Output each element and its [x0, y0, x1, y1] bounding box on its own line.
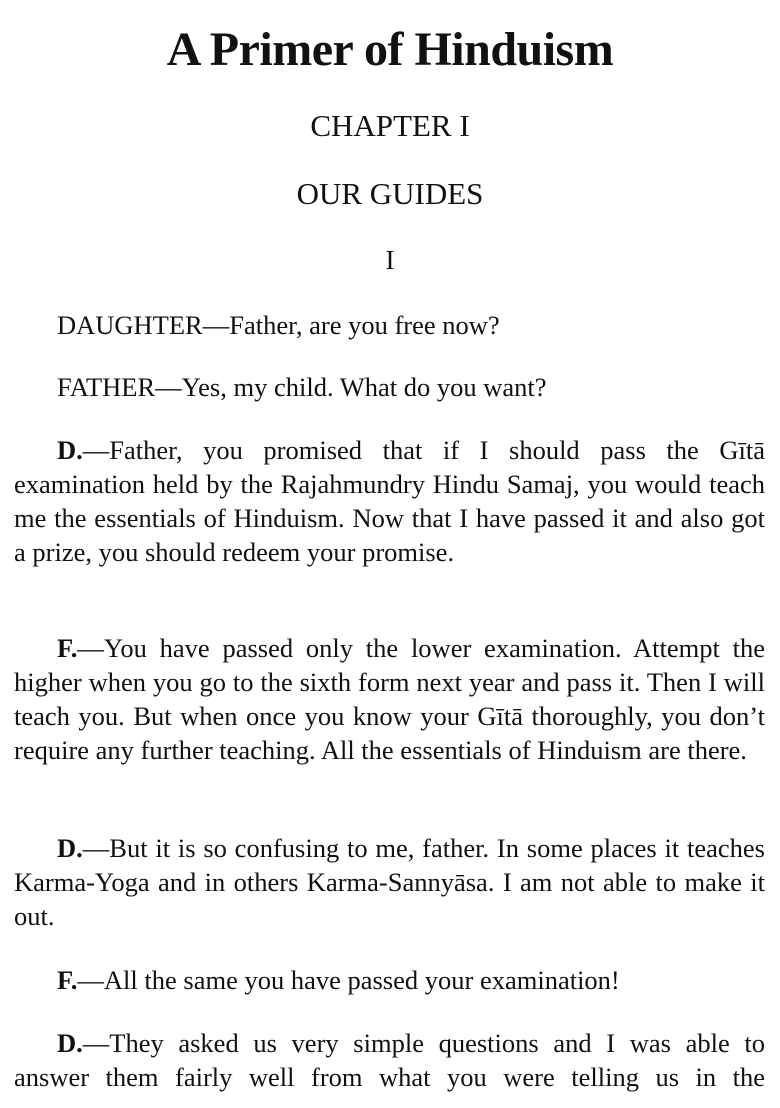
dialogue-text: Father, you promised that if I should pass the Gītā examination held by the Rajahmundry Hindu Samaj, you would teach me the essentials of Hinduism. Now that I have passed it and also got a prize, you should redeem your promise. — [14, 435, 765, 567]
dialogue-paragraph — [14, 370, 765, 404]
speaker-label: FATHER — [57, 372, 156, 402]
dialogue-paragraph — [14, 433, 765, 569]
dialogue-text: They asked us very simple questions and I was able to answer them fairly well from what you were telling us in the — [14, 1028, 765, 1092]
section-number: I — [385, 245, 395, 275]
book-title: A Primer of Hinduism — [166, 23, 614, 76]
dialogue-separator: — — [82, 1028, 110, 1058]
speaker-label: DAUGHTER — [57, 310, 203, 340]
dialogue-separator: — — [82, 435, 110, 465]
speaker-label: D. — [57, 435, 83, 465]
dialogue-text: But it is so confusing to me, father. In some places it teaches Karma-Yoga and in others Karma-Sannyāsa. I am not able to make it out. — [14, 833, 765, 931]
chapter-label: CHAPTER I — [310, 108, 470, 143]
dialogue-separator: — — [155, 372, 182, 402]
dialogue-paragraph — [14, 631, 765, 767]
speaker-label: F. — [57, 633, 78, 663]
dialogue-paragraph — [14, 963, 765, 997]
dialogue-text: All the same you have passed your examination! — [103, 965, 620, 995]
speaker-label: D. — [57, 1028, 83, 1058]
dialogue-text: You have passed only the lower examination. Attempt the higher when you go to the sixth form next year and pass it. Then I will teach you. But when once you know your Gītā thoroughly, you don’t require any further teaching. All the essentials of Hinduism are there. — [14, 633, 765, 765]
dialogue-separator: — — [202, 310, 230, 340]
dialogue-separator: — — [77, 965, 104, 995]
chapter-title: OUR GUIDES — [296, 176, 484, 211]
dialogue-paragraph — [14, 308, 765, 342]
dialogue-text: Father, are you free now? — [229, 310, 500, 340]
dialogue-separator: — — [82, 833, 110, 863]
speaker-label: F. — [57, 965, 78, 995]
dialogue-text: Yes, my child. What do you want? — [181, 372, 547, 402]
dialogue-paragraph — [14, 831, 765, 933]
speaker-label: D. — [57, 833, 83, 863]
dialogue-separator: — — [77, 633, 104, 663]
dialogue-paragraph — [14, 1026, 765, 1094]
